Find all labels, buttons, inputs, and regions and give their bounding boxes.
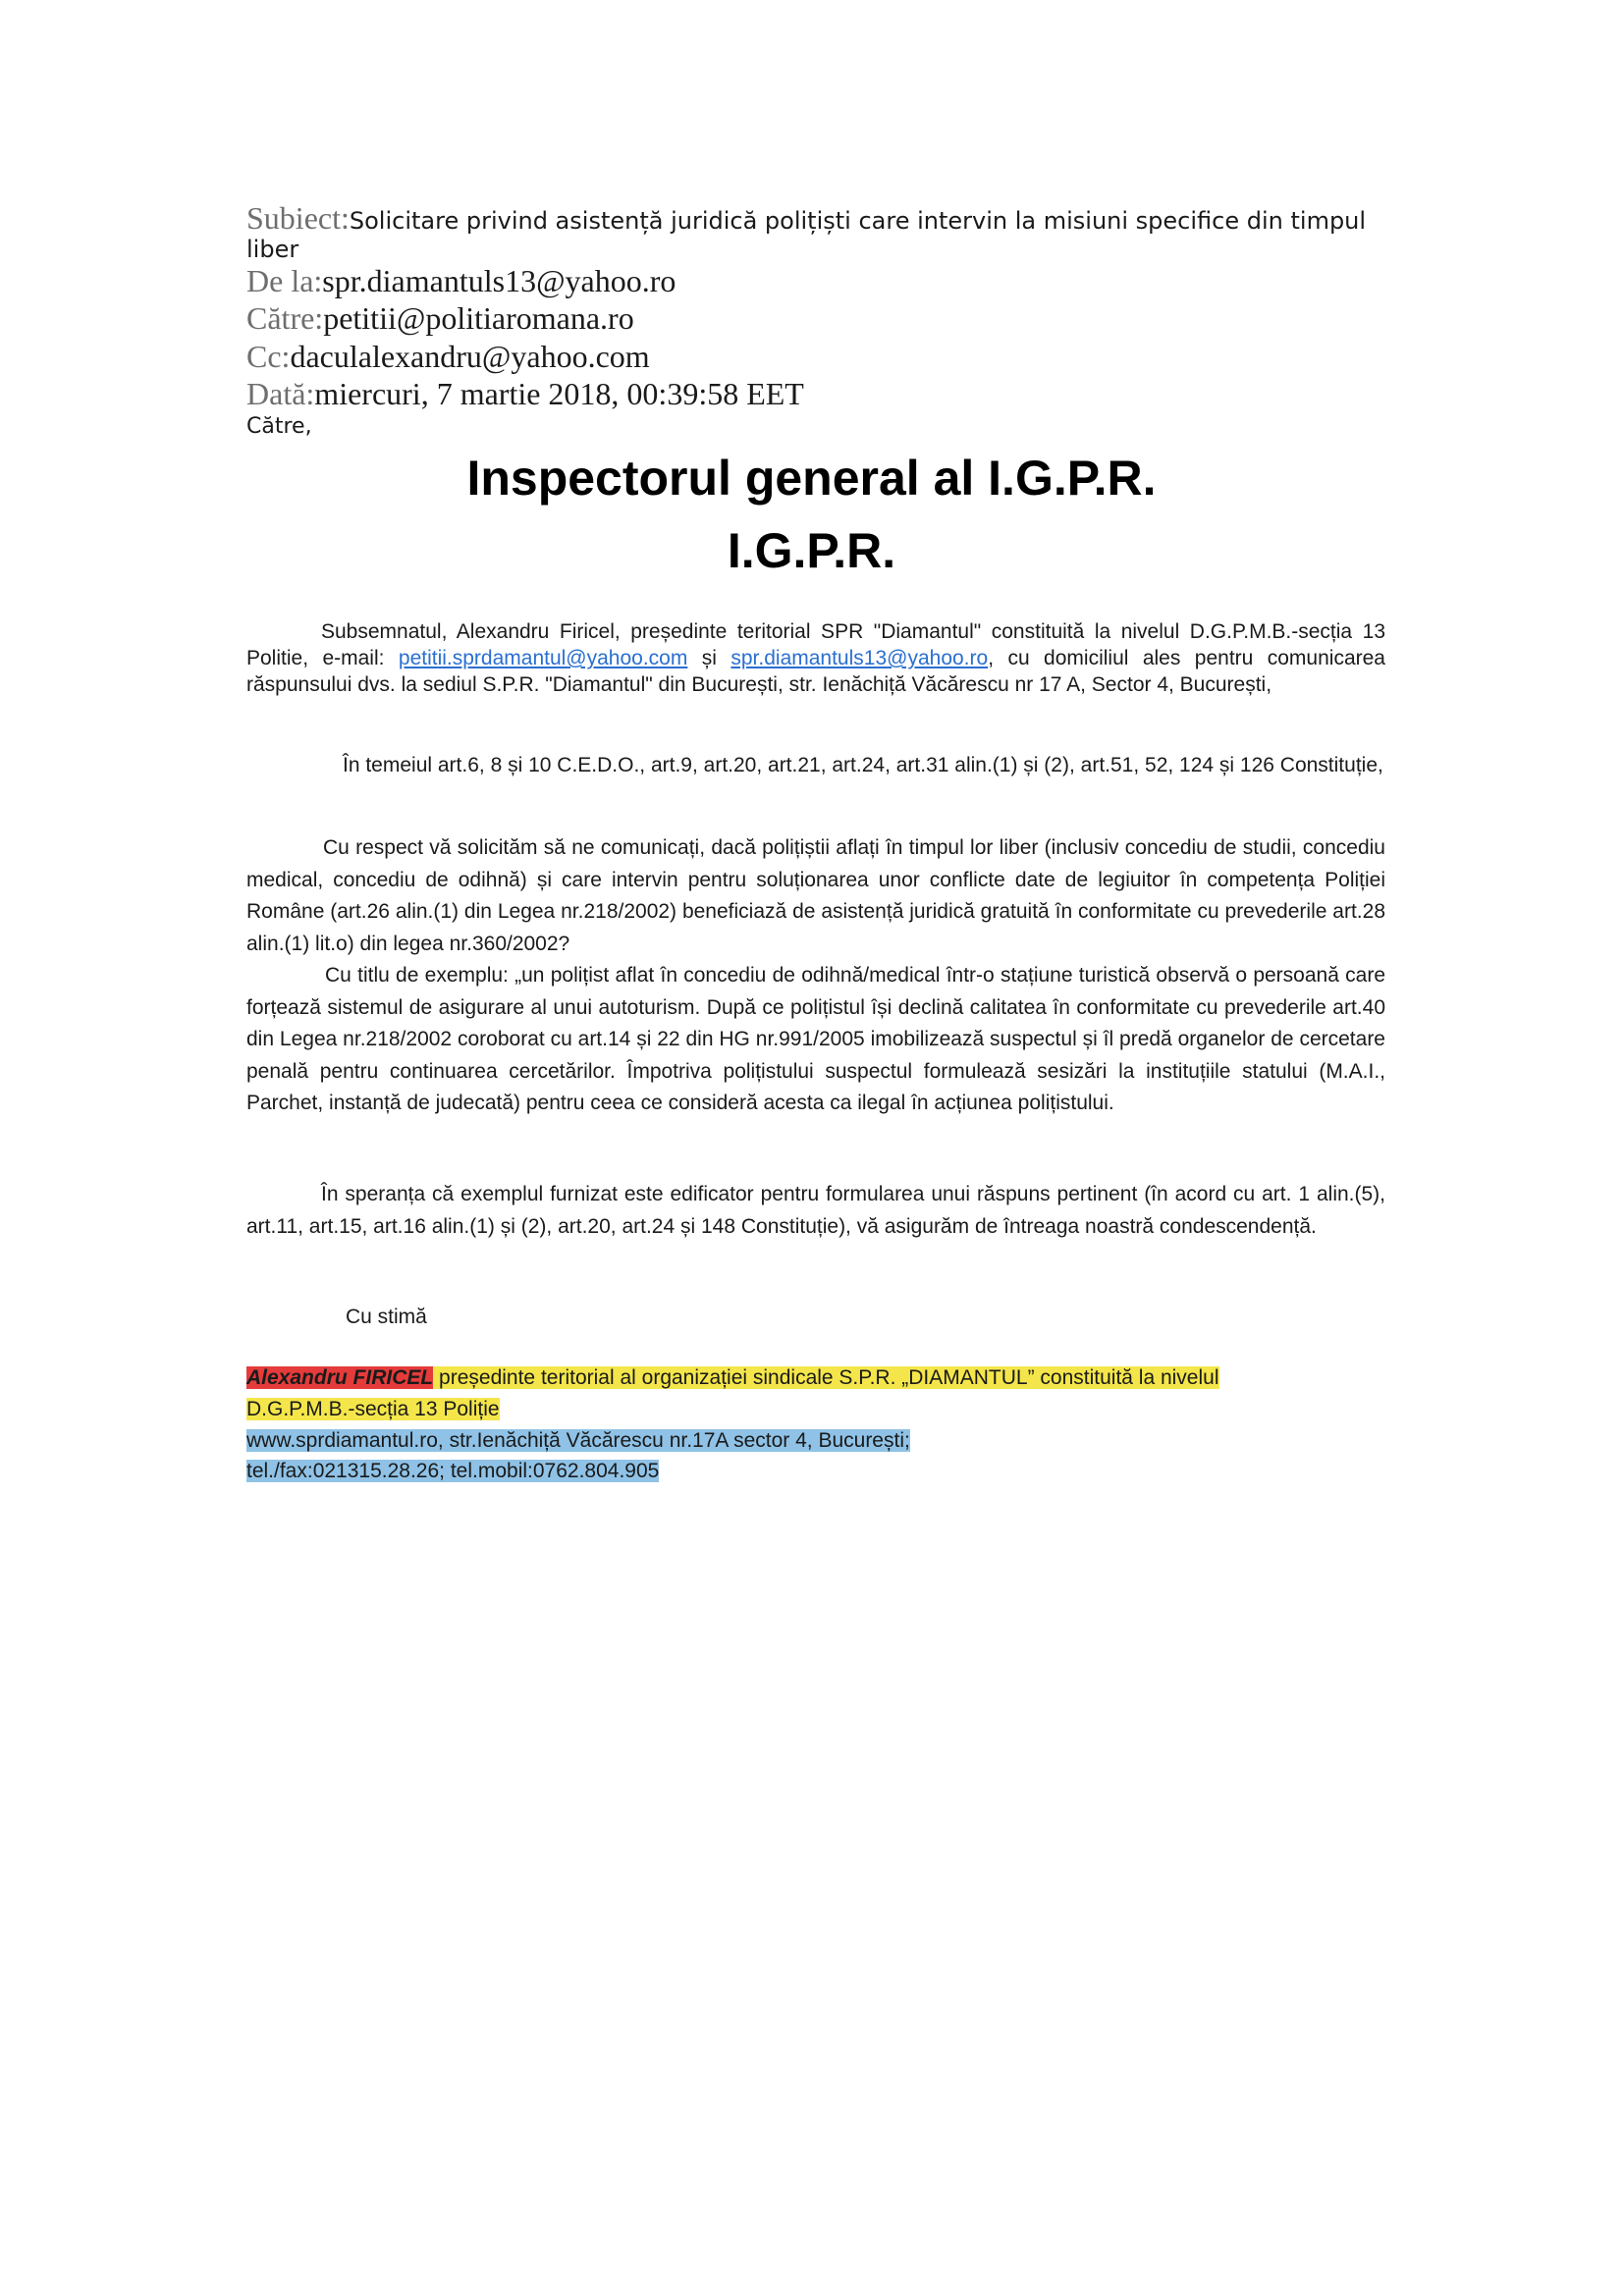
signature-line1 <box>246 1366 1219 1390</box>
cc-value: daculalexandru@yahoo.com <box>290 339 650 374</box>
closing-paragraph <box>246 1179 1385 1243</box>
intro-text-part1: Subsemnatul, Alexandru Firicel, președinte teritorial SPR "Diamantul" constituită la nivelul D.G.P.M.B.-secția 13 Politie, e-mail: <box>246 620 1385 669</box>
cc-label: Cc: <box>246 339 291 374</box>
addressee-prefix: Către, <box>246 414 312 439</box>
subject-line <box>246 200 1385 237</box>
email-link-petitii[interactable]: petitii.sprdamantul@yahoo.com <box>398 647 688 669</box>
signature-address: www.sprdiamantul.ro, str.Ienăchiță Văcărescu nr.17A sector 4, București; <box>246 1429 910 1452</box>
to-value: petitii@politiaromana.ro <box>323 300 634 336</box>
closing-text: În speranța că exemplul furnizat este edificator pentru formularea unui răspuns pertinent (în acord cu art. 1 alin.(5), art.11, art.15, art.16 alin.(1) și (2), art.20, art.24 și 148 Constituție), vă asigurăm de întreaga noastră condescendență. <box>246 1183 1385 1238</box>
email-link-diamantul[interactable]: spr.diamantuls13@yahoo.ro <box>730 647 989 669</box>
date-value: miercuri, 7 martie 2018, 00:39:58 EET <box>314 376 804 411</box>
example-text: Cu titlu de exemplu: „un polițist aflat în concediu de odihnă/medical într-o stațiune turistică observă o persoană care forțează sistemul de asigurare al unui autoturism. După ce polițistul își declină calitatea în conformitate cu prevederile art.40 din Legea nr.218/2002 coroborat cu art.14 și 22 din HG nr.991/2005 imobilizează suspectul și îl predă organelor de cercetare penală pentru continuarea cercetărilor. Împotriva polițistului suspectul formulează sesizări la instituțiile statului (M.A.I., Parchet, instanță de judecată) pentru ceea ce consideră acesta ca ilegal în acțiunea polițistului. <box>246 964 1385 1114</box>
cc-line <box>246 339 1385 375</box>
signature-line2 <box>246 1398 500 1421</box>
legal-basis-text: În temeiul art.6, 8 și 10 C.E.D.O., art.9, art.20, art.21, art.24, art.31 alin.(1) și (2), art.51, 52, 124 și 126 Constituție, <box>343 754 1383 776</box>
salutation: Cu stimă <box>346 1306 427 1328</box>
example-paragraph <box>246 960 1385 1120</box>
from-value: spr.diamantuls13@yahoo.ro <box>322 263 676 298</box>
to-label: Către: <box>246 300 324 336</box>
addressee-title: Inspectorul general al I.G.P.R. <box>466 451 1157 506</box>
signature-phone: tel./fax:021315.28.26; tel.mobil:0762.804.905 <box>246 1460 660 1482</box>
date-label: Dată: <box>246 376 315 411</box>
legal-basis-paragraph <box>246 752 1385 778</box>
intro-text-part2: , cu domiciliul ales pentru comunicarea răspunsului dvs. la sediul S.P.R. "Diamantul" din București, str. Ienăchiță Văcărescu nr 17 A, Sector 4, București, <box>246 647 1385 696</box>
request-paragraph <box>246 832 1385 960</box>
intro-paragraph <box>246 618 1385 698</box>
from-line <box>246 263 1385 299</box>
signature-role: președinte teritorial al organizației sindicale S.P.R. „DIAMANTUL” constituită la nivelul <box>433 1366 1219 1389</box>
subject-label: Subiect: <box>246 200 350 236</box>
signature-unit: D.G.P.M.B.-secția 13 Poliție <box>246 1398 500 1420</box>
signature-line4 <box>246 1460 659 1483</box>
subject-value: Solicitare privind asistență juridică polițiști care intervin la misiuni specifice din timpul <box>349 207 1367 235</box>
request-text: Cu respect vă solicităm să ne comunicați, dacă polițiștii aflați în timpul lor liber (inclusiv concediu de studii, concediu medical, concediu de odihnă) și care intervin pentru soluționarea unor conflicte date de legiuitor în competența Poliției Române (art.26 alin.(1) din Legea nr.218/2002) beneficiază de asistență juridică gratuită în conformitate cu prevederile art.28 alin.(1) lit.o) din legea nr.360/2002? <box>246 836 1385 955</box>
signature-line3 <box>246 1429 910 1453</box>
date-line <box>246 376 1385 412</box>
from-label: De la: <box>246 263 323 298</box>
subject-value-continued: liber <box>246 236 299 263</box>
signature-name: Alexandru FIRICEL <box>246 1366 434 1389</box>
to-line <box>246 300 1385 337</box>
addressee-subtitle: I.G.P.R. <box>727 523 896 578</box>
intro-text-and: și <box>687 647 731 669</box>
